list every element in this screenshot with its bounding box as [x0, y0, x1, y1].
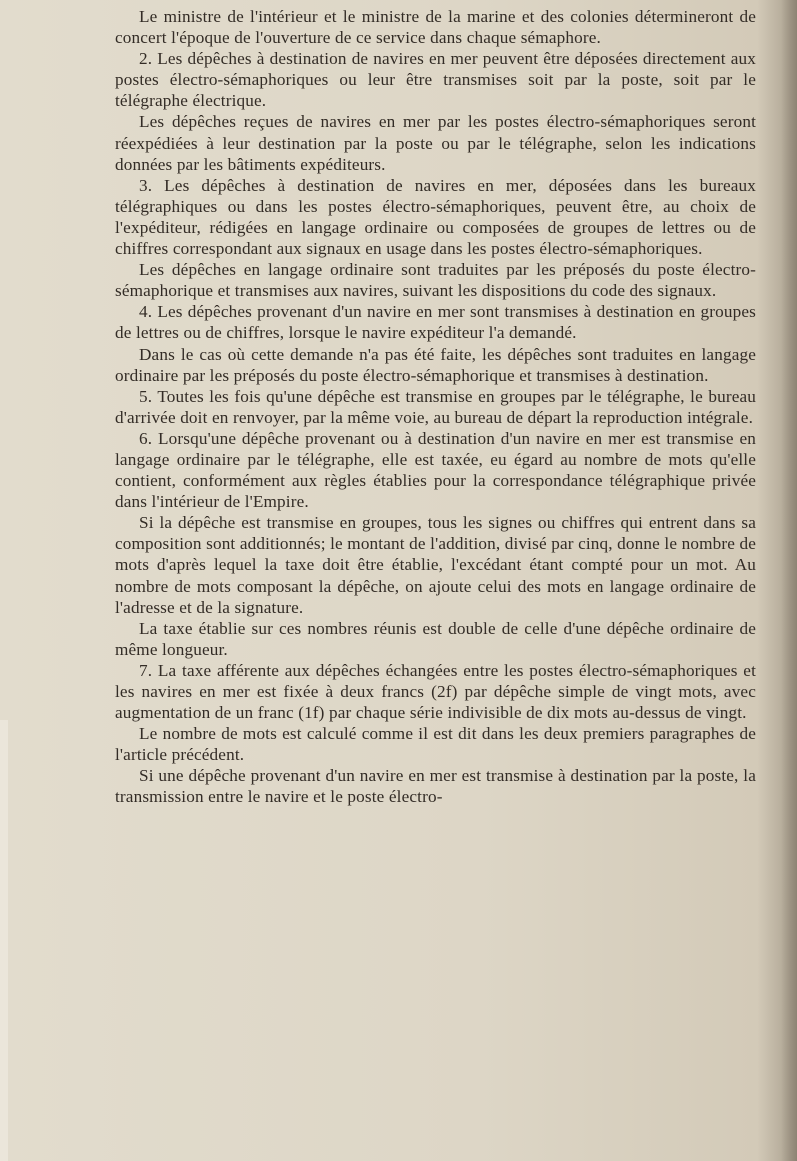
paragraph-11: La taxe établie sur ces nombres réunis est double de celle d'une dépêche ordinaire de même longueur. — [115, 618, 756, 659]
page-left-margin-strip — [0, 720, 8, 1161]
paragraph-13: Le nombre de mots est calculé comme il est dit dans les deux premiers paragraphes de l'article précédent. — [115, 724, 756, 765]
body-text — [115, 6, 756, 808]
paragraph-6: 4. Les dépêches provenant d'un navire en mer sont transmises à destination en groupes de lettres ou de chiffres, lorsque le navire expéditeur l'a demandé. — [115, 302, 756, 343]
paragraph-2: 2. Les dépêches à destination de navires en mer peuvent être déposées directement aux postes électro-sémaphoriques ou leur être transmises soit par la poste, soit par le télégraphe électrique. — [115, 49, 756, 111]
paragraph-3: Les dépêches reçues de navires en mer par les postes électro-sémaphoriques seront réexpédiées à leur destination par la poste ou par le télégraphe, selon les indications données par les bâtiments expéditeurs. — [115, 112, 756, 174]
paragraph-5: Les dépêches en langage ordinaire sont traduites par les préposés du poste électro-sémaphorique et transmises aux navires, suivant les dispositions du code des signaux. — [115, 260, 756, 301]
paragraph-1: Le ministre de l'intérieur et le ministre de la marine et des colonies détermineront de concert l'époque de l'ouverture de ce service dans chaque sémaphore. — [115, 7, 756, 48]
page-binding-shadow — [781, 0, 797, 1161]
paragraph-10: Si la dépêche est transmise en groupes, tous les signes ou chiffres qui entrent dans sa composition sont additionnés; le montant de l'addition, divisé par cinq, donne le nombre de mots d'après lequel la taxe doit être établie, l'excédant étant compté pour un mot. Au nombre de mots composant la dépêche, on ajoute celui des mots en langage ordinaire de l'adresse et de la signature. — [115, 513, 756, 617]
paragraph-14: Si une dépêche provenant d'un navire en mer est transmise à destination par la poste, la transmission entre le navire et le poste électro- — [115, 766, 756, 807]
paragraph-7: Dans le cas où cette demande n'a pas été faite, les dépêches sont traduites en langage ordinaire par les préposés du poste électro-sémaphorique et transmises à destination. — [115, 344, 756, 385]
paragraph-9: 6. Lorsqu'une dépêche provenant ou à destination d'un navire en mer est transmise en langage ordinaire par le télégraphe, elle est taxée, eu égard au nombre de mots qu'elle contient, conformément aux règles établies pour la correspondance télégraphique privée dans l'intérieur de l'Empire. — [115, 428, 756, 512]
paragraph-4: 3. Les dépêches à destination de navires en mer, déposées dans les bureaux télégraphiques ou dans les postes électro-sémaphoriques, peuvent être, au choix de l'expéditeur, rédigées en langage ordinaire ou composées de groupes de lettres ou de chiffres correspondant aux signaux en usage dans les postes électro-sémaphoriques. — [115, 175, 756, 259]
paragraph-8: 5. Toutes les fois qu'une dépêche est transmise en groupes par le télégraphe, le bureau d'arrivée doit en renvoyer, par la même voie, au bureau de départ la reproduction intégrale. — [115, 386, 756, 427]
paragraph-12: 7. La taxe afférente aux dépêches échangées entre les postes électro-sémaphoriques et les navires en mer est fixée à deux francs (2f) par dépêche simple de vingt mots, avec augmentation de un franc (1f) par chaque série indivisible de dix mots au-dessus de vingt. — [115, 660, 756, 723]
